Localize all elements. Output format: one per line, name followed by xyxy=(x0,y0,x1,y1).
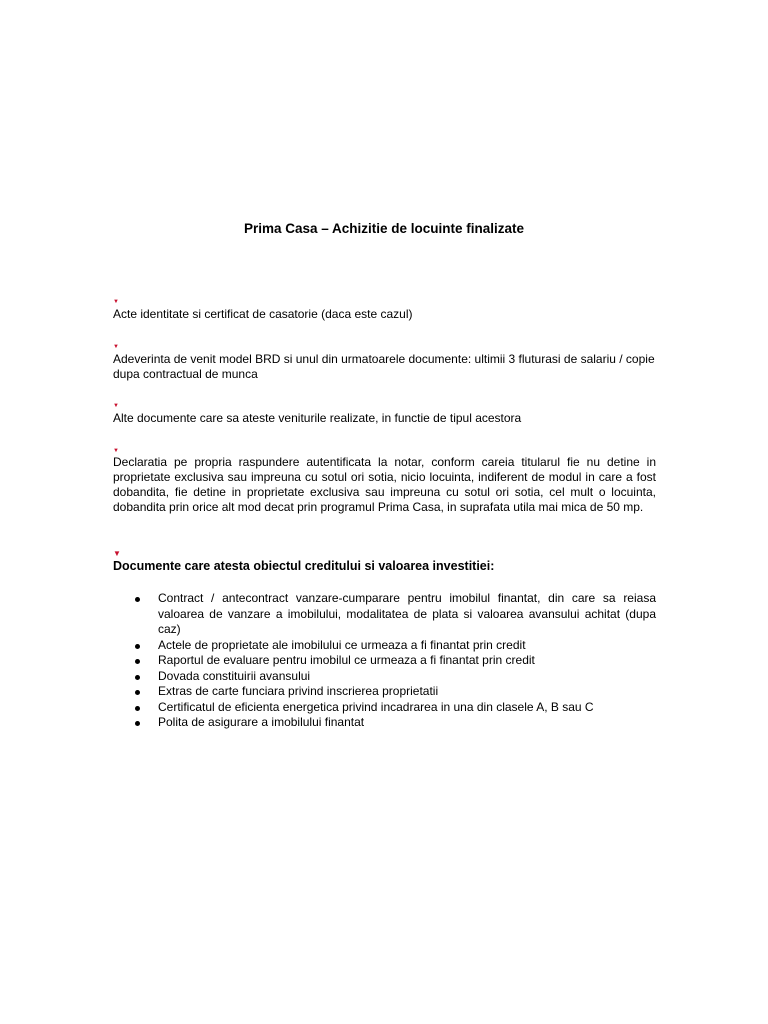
red-arrow-marker-icon: ▼ xyxy=(113,549,121,558)
required-document-item: Adeverinta de venit model BRD si unul din urmatoarele documente: ultimii 3 fluturasi de salariu / copie dupa contractual de munca xyxy=(113,352,655,381)
bullet-icon xyxy=(135,690,140,695)
red-arrow-marker-icon: ▼ xyxy=(113,299,119,305)
section-heading: Documente care atesta obiectul creditului si valoarea investitiei: xyxy=(113,559,495,573)
list-item xyxy=(113,653,656,669)
bullet-icon xyxy=(135,597,140,602)
list-item xyxy=(113,684,656,700)
list-item-text: Polita de asigurare a imobilului finantat xyxy=(158,715,365,729)
list-item-text: Actele de proprietate ale imobilului ce urmeaza a fi finantat prin credit xyxy=(158,637,526,652)
list-item-text: Raportul de evaluare pentru imobilul ce urmeaza a fi finantat prin credit xyxy=(158,653,535,667)
required-document-item: Acte identitate si certificat de casatorie (daca este cazul) xyxy=(113,307,413,321)
required-document-item: Alte documente care sa ateste veniturile realizate, in functie de tipul acestora xyxy=(113,411,522,425)
red-arrow-marker-icon: ▼ xyxy=(113,344,119,350)
bullet-icon xyxy=(135,675,140,680)
list-item-text: Dovada constituirii avansului xyxy=(158,668,311,683)
red-arrow-marker-icon: ▼ xyxy=(113,448,119,454)
list-item xyxy=(113,638,656,654)
bullet-icon xyxy=(135,644,140,649)
list-item-text: Certificatul de eficienta energetica privind incadrarea in una din clasele A, B sau C xyxy=(158,699,594,714)
required-document-item: Declaratia pe propria raspundere autentificata la notar, conform careia titularul fie nu detine in proprietate exclusiva sau impreuna cu sotul ori sotia, nicio locuinta, indiferent de modul in care a fost dobandita, fie detine in proprietate exclusiva sau impreuna cu sotul ori sotia, cel mult o locuinta, dobandita prin orice alt mod decat prin programul Prima Casa, in suprafata utila mai mica de 50 mp. xyxy=(113,455,656,514)
list-item-text: Contract / antecontract vanzare-cumparare pentru imobilul finantat, din care sa reiasa valoarea de vanzare a imobilului, modalitatea de plata si valoarea avansului achitat (dupa caz) xyxy=(158,591,656,636)
list-item xyxy=(113,700,656,716)
document-title: Prima Casa – Achizitie de locuinte finalizate xyxy=(243,221,525,236)
list-item xyxy=(113,669,656,685)
bullet-icon xyxy=(135,659,140,664)
bullet-icon xyxy=(135,721,140,726)
red-arrow-marker-icon: ▼ xyxy=(113,403,119,409)
list-item xyxy=(113,715,656,731)
bullet-icon xyxy=(135,706,140,711)
list-item xyxy=(113,591,656,638)
investment-documents-list xyxy=(113,591,656,731)
list-item-text: Extras de carte funciara privind inscrierea proprietatii xyxy=(158,684,439,698)
